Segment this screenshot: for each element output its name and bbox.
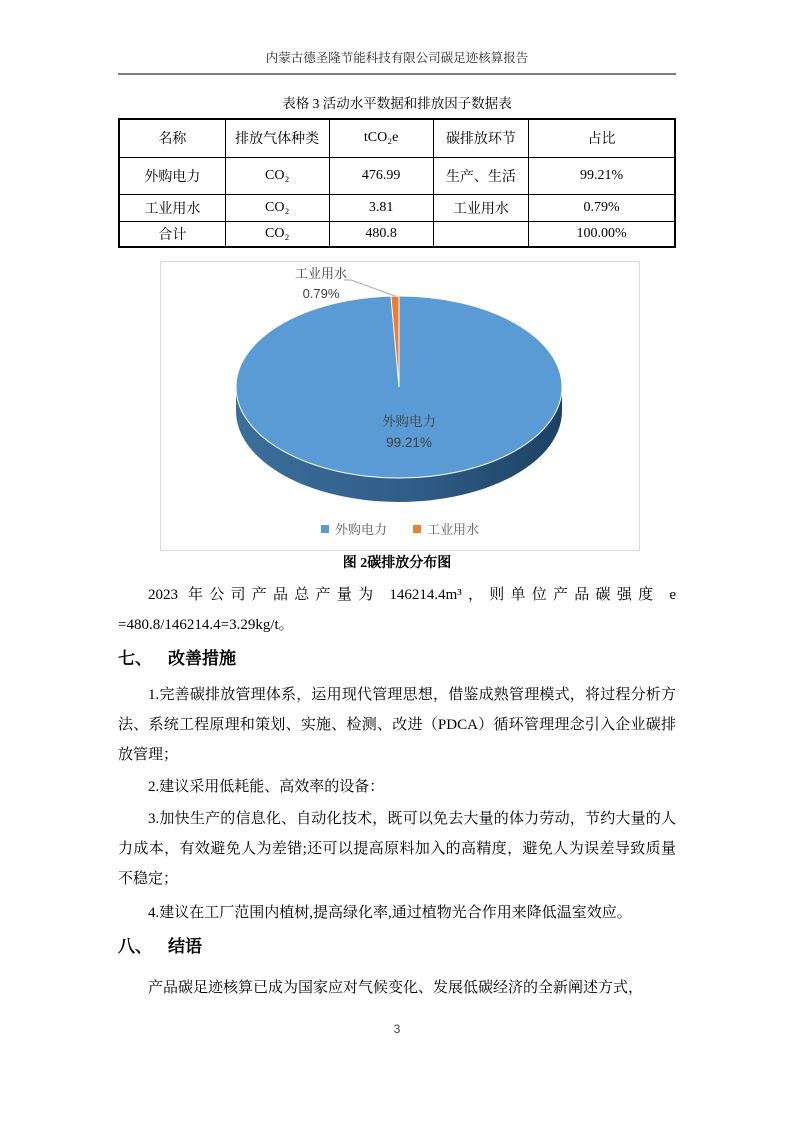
improvement-paragraph-2: 2.建议采用低耗能、高效率的设备：: [148, 779, 385, 795]
table-row: [119, 221, 675, 247]
data-label-water-name: 工业用水: [294, 266, 347, 281]
table-header-cell: 名称: [119, 119, 225, 157]
pie-chart-svg: [161, 262, 641, 552]
chart-legend: [161, 519, 639, 538]
legend-item-electricity: [321, 519, 387, 538]
emission-pie-chart: [160, 261, 640, 551]
table-caption: 表格 3 活动水平数据和排放因子数据表: [282, 96, 512, 111]
table-cell: 合计: [119, 221, 225, 247]
improvement-paragraph-3: 3.加快生产的信息化、自动化技术，既可以免去大量的体力劳动，节约大量的人力成本，有效避免人为差错;还可以提高原料加入的高精度，避免人为误差导致质量不稳定；: [118, 811, 676, 887]
table-header-row: [119, 119, 675, 157]
section-title: 改善措施: [168, 649, 236, 668]
section-heading-improvement: [118, 647, 676, 671]
table-cell: 生产、生活: [433, 157, 529, 194]
emission-data-table: [118, 118, 676, 248]
intro-paragraph: [118, 580, 676, 640]
legend-label-water: 工业用水: [427, 522, 480, 537]
table-cell: CO₂: [225, 157, 329, 194]
data-label-water: [269, 264, 373, 304]
legend-swatch-blue-icon: [321, 525, 329, 533]
legend-item-water: [413, 519, 479, 538]
table-cell: 3.81: [329, 194, 433, 221]
table-header-cell: 占比: [529, 119, 675, 157]
table-cell: 99.21%: [529, 157, 675, 194]
table-header-cell: 排放气体种类: [225, 119, 329, 157]
page-number: 3: [393, 1022, 401, 1036]
data-label-water-value: 0.79%: [302, 286, 340, 301]
table-cell: 0.79%: [529, 194, 675, 221]
table-cell: CO₂: [225, 221, 329, 247]
section-heading-conclusion: [118, 935, 676, 959]
data-label-electricity-value: 99.21%: [386, 435, 432, 450]
intro-line-1: 2023 年公司产品总产量为 146214.4m³，则单位产品碳强度 e: [148, 587, 676, 603]
header-rule: [118, 73, 676, 75]
section-number: 八、: [118, 937, 152, 956]
data-label-electricity: [347, 411, 471, 453]
chart-plot-area: [160, 261, 640, 551]
intro-line-2: =480.8/146214.4=3.29kg/t。: [118, 617, 294, 633]
legend-swatch-orange-icon: [413, 525, 421, 533]
table-row: [119, 157, 675, 194]
conclusion-paragraph-1: 产品碳足迹核算已成为国家应对气候变化、发展低碳经济的全新阐述方式，: [148, 980, 644, 996]
data-label-electricity-name: 外购电力: [382, 414, 436, 429]
section-number: 七、: [118, 649, 152, 668]
table-cell: 100.00%: [529, 221, 675, 247]
improvement-paragraph-4: 4.建议在工厂范围内植树,提高绿化率,通过植物光合作用来降低温室效应。: [148, 905, 632, 921]
table-header-cell: 碳排放环节: [433, 119, 529, 157]
document-header-title: 内蒙古德圣隆节能科技有限公司碳足迹核算报告: [265, 51, 529, 65]
table-cell: 工业用水: [433, 194, 529, 221]
section-title: 结语: [168, 937, 202, 956]
table-header-cell: tCO₂e: [329, 119, 433, 157]
table-cell: 476.99: [329, 157, 433, 194]
table-cell: CO₂: [225, 194, 329, 221]
legend-label-electricity: 外购电力: [334, 522, 387, 537]
figure-caption: 图 2碳排放分布图: [342, 556, 452, 571]
table-cell: 480.8: [329, 221, 433, 247]
table-cell: [433, 221, 529, 247]
table-cell: 外购电力: [119, 157, 225, 194]
table-cell: 工业用水: [119, 194, 225, 221]
table-row: [119, 194, 675, 221]
improvement-paragraph-1: 1.完善碳排放管理体系，运用现代管理思想，借鉴成熟管理模式，将过程分析方法、系统工程原理和策划、实施、检测、改进（PDCA）循环管理理念引入企业碳排放管理；: [118, 687, 676, 763]
